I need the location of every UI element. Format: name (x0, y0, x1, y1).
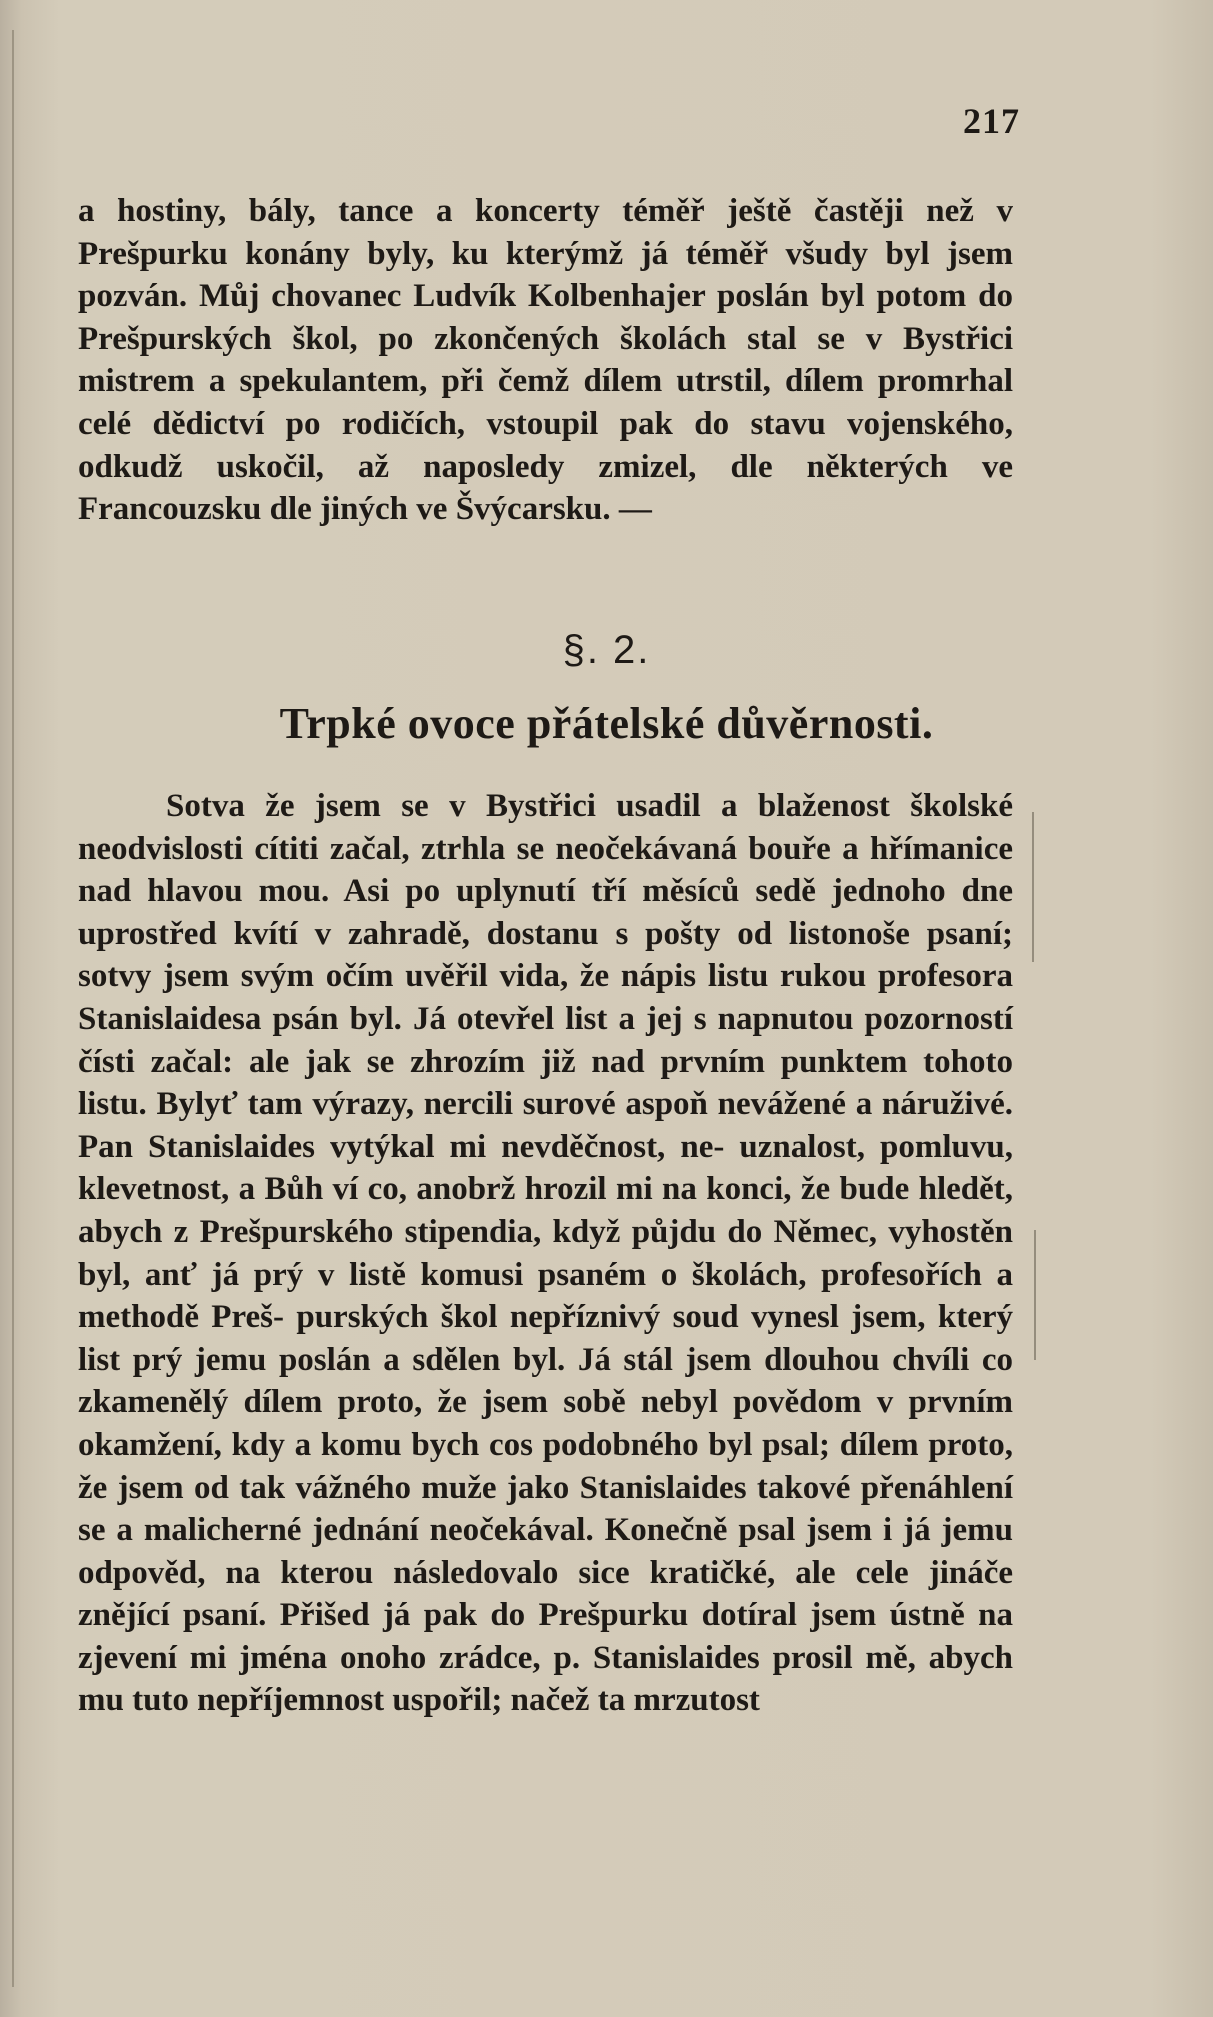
paragraph-2-line: psaní. Přišed já pak do Prešpurku dotíral jsem ústně (182, 1597, 965, 1634)
paragraph-2-line: neodvislosti cítiti začal, ztrhla se neočekávaná bouře (78, 830, 831, 867)
paragraph-1-line: čemž dílem utrstil, dílem promrhal celé dědictví po rodičích, (78, 363, 1013, 442)
section-title: Trpké ovoce přátelské důvěrnosti. (279, 699, 934, 748)
paragraph-2-line: co zkamenělý dílem proto, že jsem sobě nebyl povědom (78, 1341, 1014, 1421)
paragraph-2-line: na zjevení mi jména onoho zrádce, p. Stanislaides prosil (78, 1597, 1013, 1676)
paragraph-1-line: a hostiny, bály, tance a koncerty téměř ještě častěji než (78, 193, 974, 229)
paragraph-2-line: a náruživé. Pan Stanislaides vytýkal mi nevděčnost, ne- (78, 1086, 1013, 1165)
section-number: §. 2. (562, 628, 651, 672)
paragraph-2-line: kterou následovalo sice kratičké, ale cele jináče znějící (78, 1554, 1014, 1634)
paragraph-2-line: listu. Bylyť tam výrazy, nercili surové aspoň nevážené (78, 1086, 846, 1123)
paragraph-2-line: byl. Já otevřel list a jej s napnutou pozorností čísti (78, 1000, 1014, 1080)
margin-pencil-mark (1032, 812, 1034, 962)
paragraph-2-line: mi na konci, že bude hledět, abych z Prešpurského stipendia, (78, 1171, 1013, 1250)
paragraph-2-line: Sotva že jsem se v Bystřici usadil a blaženost školské (166, 788, 1013, 824)
paragraph-2-line: jemu poslán a sdělen byl. Já stál jsem dlouhou chvíli (194, 1341, 970, 1378)
page-number: 217 (963, 101, 1020, 141)
paragraph-2-line: začal: ale jak se zhrozím již nad prvním punktem tohoto (150, 1043, 1013, 1080)
paragraph-2-line: purských škol nepříznivý soud vynesl jsem, který list prý (78, 1299, 1013, 1378)
paragraph-2-line: Stanislaides takové přenáhlení se a malicherné jednání (78, 1469, 1013, 1549)
paragraph-2-line: neočekával. Konečně psal jsem i já jemu odpověd, na (78, 1512, 1013, 1591)
paragraph-1-line: byl jsem pozván. Můj chovanec Ludvík Kolbenhajer (78, 235, 1013, 315)
paragraph-1 (78, 190, 1013, 531)
paragraph-1-line: naposledy zmizel, dle některých ve Francouzsku dle jiných (78, 448, 1013, 528)
paragraph-2-line: když půjdu do Němec, vyhostěn byl, anť já prý v listě (78, 1213, 1014, 1293)
paragraph-2-line: s pošty od listonoše psaní; sotvy jsem svým očím uvěřil (78, 915, 1013, 995)
paragraph-2-line: a hřímanice nad hlavou mou. Asi po uplynutí tří měsíců (78, 830, 1014, 910)
paragraph-1-line: ve Švýcarsku. — (416, 491, 652, 528)
paragraph-2-line: v prvním okamžení, kdy a komu bych cos podobného byl (78, 1384, 1013, 1463)
paragraph-1-line: školách stal se v Bystřici mistrem a spekulantem, při (78, 320, 1014, 400)
paragraph-2-line: sedě jednoho dne uprostřed kvítí v zahradě, dostanu (78, 873, 1014, 952)
paragraph-1-line: poslán byl potom do Prešpurských škol, po zkončených (78, 278, 1013, 357)
paragraph-2 (78, 785, 1013, 1722)
paragraph-2-line: vida, že nápis listu rukou profesora Stanislaidesa psán (78, 958, 1013, 1037)
paragraph-2-line: uznalost, pomluvu, klevetnost, a Bůh ví co, anobrž hrozil (78, 1128, 1014, 1208)
paragraph-1-line: vstoupil pak do stavu vojenského, odkudž uskočil, až (78, 405, 1013, 485)
margin-pencil-mark (1034, 1230, 1036, 1360)
paragraph-1-line: v Prešpurku konány byly, ku kterýmž já téměř všudy (78, 193, 1014, 272)
paragraph-2-line: psal; dílem proto, že jsem od tak vážného muže jako (78, 1426, 1013, 1506)
paragraph-2-line: mě, abych mu tuto nepříjemnost uspořil; načež ta mrzutost (78, 1639, 1014, 1719)
paragraph-2-line: komusi psaném o školách, profesořích a methodě Preš- (78, 1256, 1014, 1336)
